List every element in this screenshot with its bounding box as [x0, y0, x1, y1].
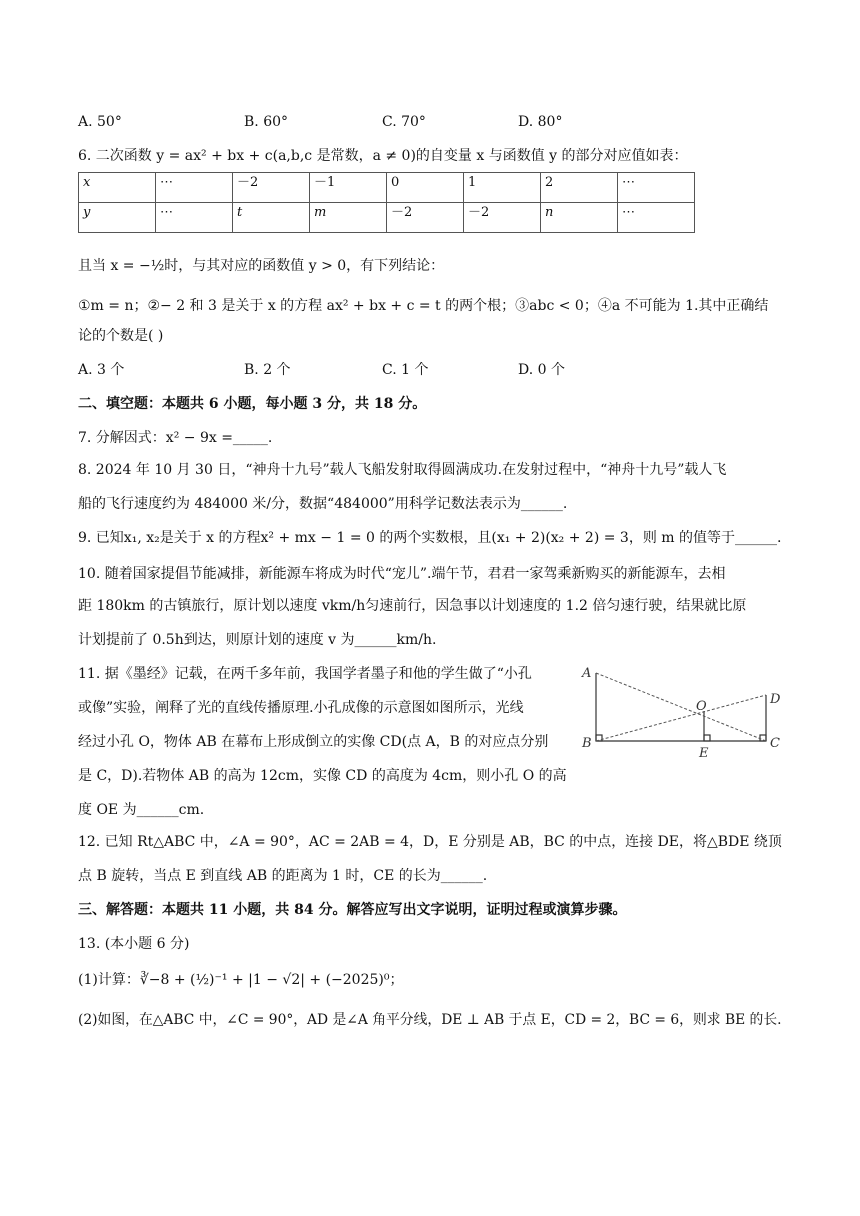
right-angle-e [704, 735, 710, 741]
table-row-x [79, 173, 695, 203]
q6-option-d: D. 0 个 [518, 362, 565, 378]
table-cell: 0 [387, 173, 464, 203]
q5-option-a: A. 50° [78, 114, 122, 130]
q13-part1: (1)计算：∛−8 + (½)⁻¹ + |1 − √2| + (−2025)⁰； [78, 972, 404, 988]
q12-line1: 12. 已知 Rt△ABC 中，∠A = 90°，AC = 2AB = 4，D，E 分别是 AB，BC 的中点，连接 DE，将△BDE 绕顶 [78, 834, 782, 850]
table-row-y [79, 203, 695, 233]
q6-option-a: A. 3 个 [78, 362, 125, 378]
ray-b-d [596, 695, 766, 741]
q13-heading: 13. (本小题 6 分) [78, 936, 190, 952]
table-cell: x [79, 173, 156, 203]
q5-option-b: B. 60° [244, 114, 289, 130]
q11-line1: 11. 据《墨经》记载，在两千多年前，我国学者墨子和他的学生做了“小孔 [78, 666, 532, 682]
right-angle-c [760, 735, 766, 741]
q8-line2: 船的飞行速度约为 484000 米/分，数据“484000”用科学记数法表示为______. [78, 496, 568, 512]
table-cell: ⋯ [618, 203, 695, 233]
q10-line1: 10. 随着国家提倡节能减排，新能源车将成为时代“宠儿”.端午节，君君一家驾乘新购买的新能源车，去相 [78, 566, 726, 582]
table-cell: ⋯ [618, 173, 695, 203]
table-cell: ⋯ [156, 173, 233, 203]
label-c: C [770, 736, 780, 751]
ray-a-c [596, 673, 766, 741]
table-cell: －2 [464, 203, 541, 233]
label-b: B [582, 736, 592, 751]
q10-line2: 距 180km 的古镇旅行，原计划以速度 vkm/h匀速前行，因急事以计划速度的 1.2 倍匀速行驶，结果就比原 [78, 598, 747, 614]
table-cell: 2 [541, 173, 618, 203]
q11-line2: 或像”实验，阐释了光的直线传播原理.小孔成像的示意图如图所示，光线 [78, 700, 524, 716]
q13-part2: (2)如图，在△ABC 中，∠C = 90°，AD 是∠A 角平分线，DE ⊥ AB 于点 E，CD = 2，BC = 6，则求 BE 的长. [78, 1012, 782, 1028]
table-cell: 1 [464, 173, 541, 203]
q7: 7. 分解因式：x² − 9x =_____. [78, 430, 273, 446]
table-cell: －1 [310, 173, 387, 203]
q11-line5: 度 OE 为______cm. [78, 802, 205, 818]
label-a: A [582, 666, 592, 681]
q10-line3: 计划提前了 0.5h到达，则原计划的速度 v 为______km/h. [78, 632, 437, 648]
label-o: O [696, 699, 707, 714]
q11-line3: 经过小孔 O，物体 AB 在幕布上形成倒立的实像 CD(点 A，B 的对应点分别 [78, 734, 549, 750]
label-d: D [770, 692, 781, 707]
q12-line2: 点 B 旋转，当点 E 到直线 AB 的距离为 1 时，CE 的长为______. [78, 868, 488, 884]
q6-conclusions-line2: 论的个数是( ) [78, 328, 164, 344]
section-fill-in-heading: 二、填空题：本题共 6 小题，每小题 3 分，共 18 分。 [78, 396, 427, 412]
table-cell: －2 [233, 173, 310, 203]
q5-option-d: D. 80° [518, 114, 563, 130]
q11-line4: 是 C，D).若物体 AB 的高为 12cm，实像 CD 的高度为 4cm，则小孔 O 的高 [78, 768, 567, 784]
q8-line1: 8. 2024 年 10 月 30 日，“神舟十九号”载人飞船发射取得圆满成功.在发射过程中，“神舟十九号”载人飞 [78, 462, 727, 478]
table-cell: ⋯ [156, 203, 233, 233]
q6-value-table [78, 172, 695, 233]
table-cell: t [233, 203, 310, 233]
q6-stem: 6. 二次函数 y = ax² + bx + c(a,b,c 是常数，a ≠ 0)的自变量 x 与函数值 y 的部分对应值如表： [78, 148, 688, 164]
q5-option-c: C. 70° [382, 114, 426, 130]
table-cell: －2 [387, 203, 464, 233]
q9: 9. 已知x₁, x₂是关于 x 的方程x² + mx − 1 = 0 的两个实数根，且(x₁ + 2)(x₂ + 2) = 3，则 m 的值等于______. [78, 530, 782, 546]
q6-option-c: C. 1 个 [382, 362, 429, 378]
label-e: E [699, 746, 709, 761]
table-cell: y [79, 203, 156, 233]
q6-option-b: B. 2 个 [244, 362, 291, 378]
table-cell: m [310, 203, 387, 233]
pinhole-imaging-figure [578, 661, 784, 765]
section-solve-heading: 三、解答题：本题共 11 小题，共 84 分。解答应写出文字说明，证明过程或演算步骤。 [78, 902, 627, 918]
q6-condition: 且当 x = −½时，与其对应的函数值 y > 0，有下列结论： [78, 258, 445, 274]
q6-conclusions-line1: ①m = n；②− 2 和 3 是关于 x 的方程 ax² + bx + c = t 的两个根；③abc < 0；④a 不可能为 1.其中正确结 [78, 298, 769, 314]
table-cell: n [541, 203, 618, 233]
